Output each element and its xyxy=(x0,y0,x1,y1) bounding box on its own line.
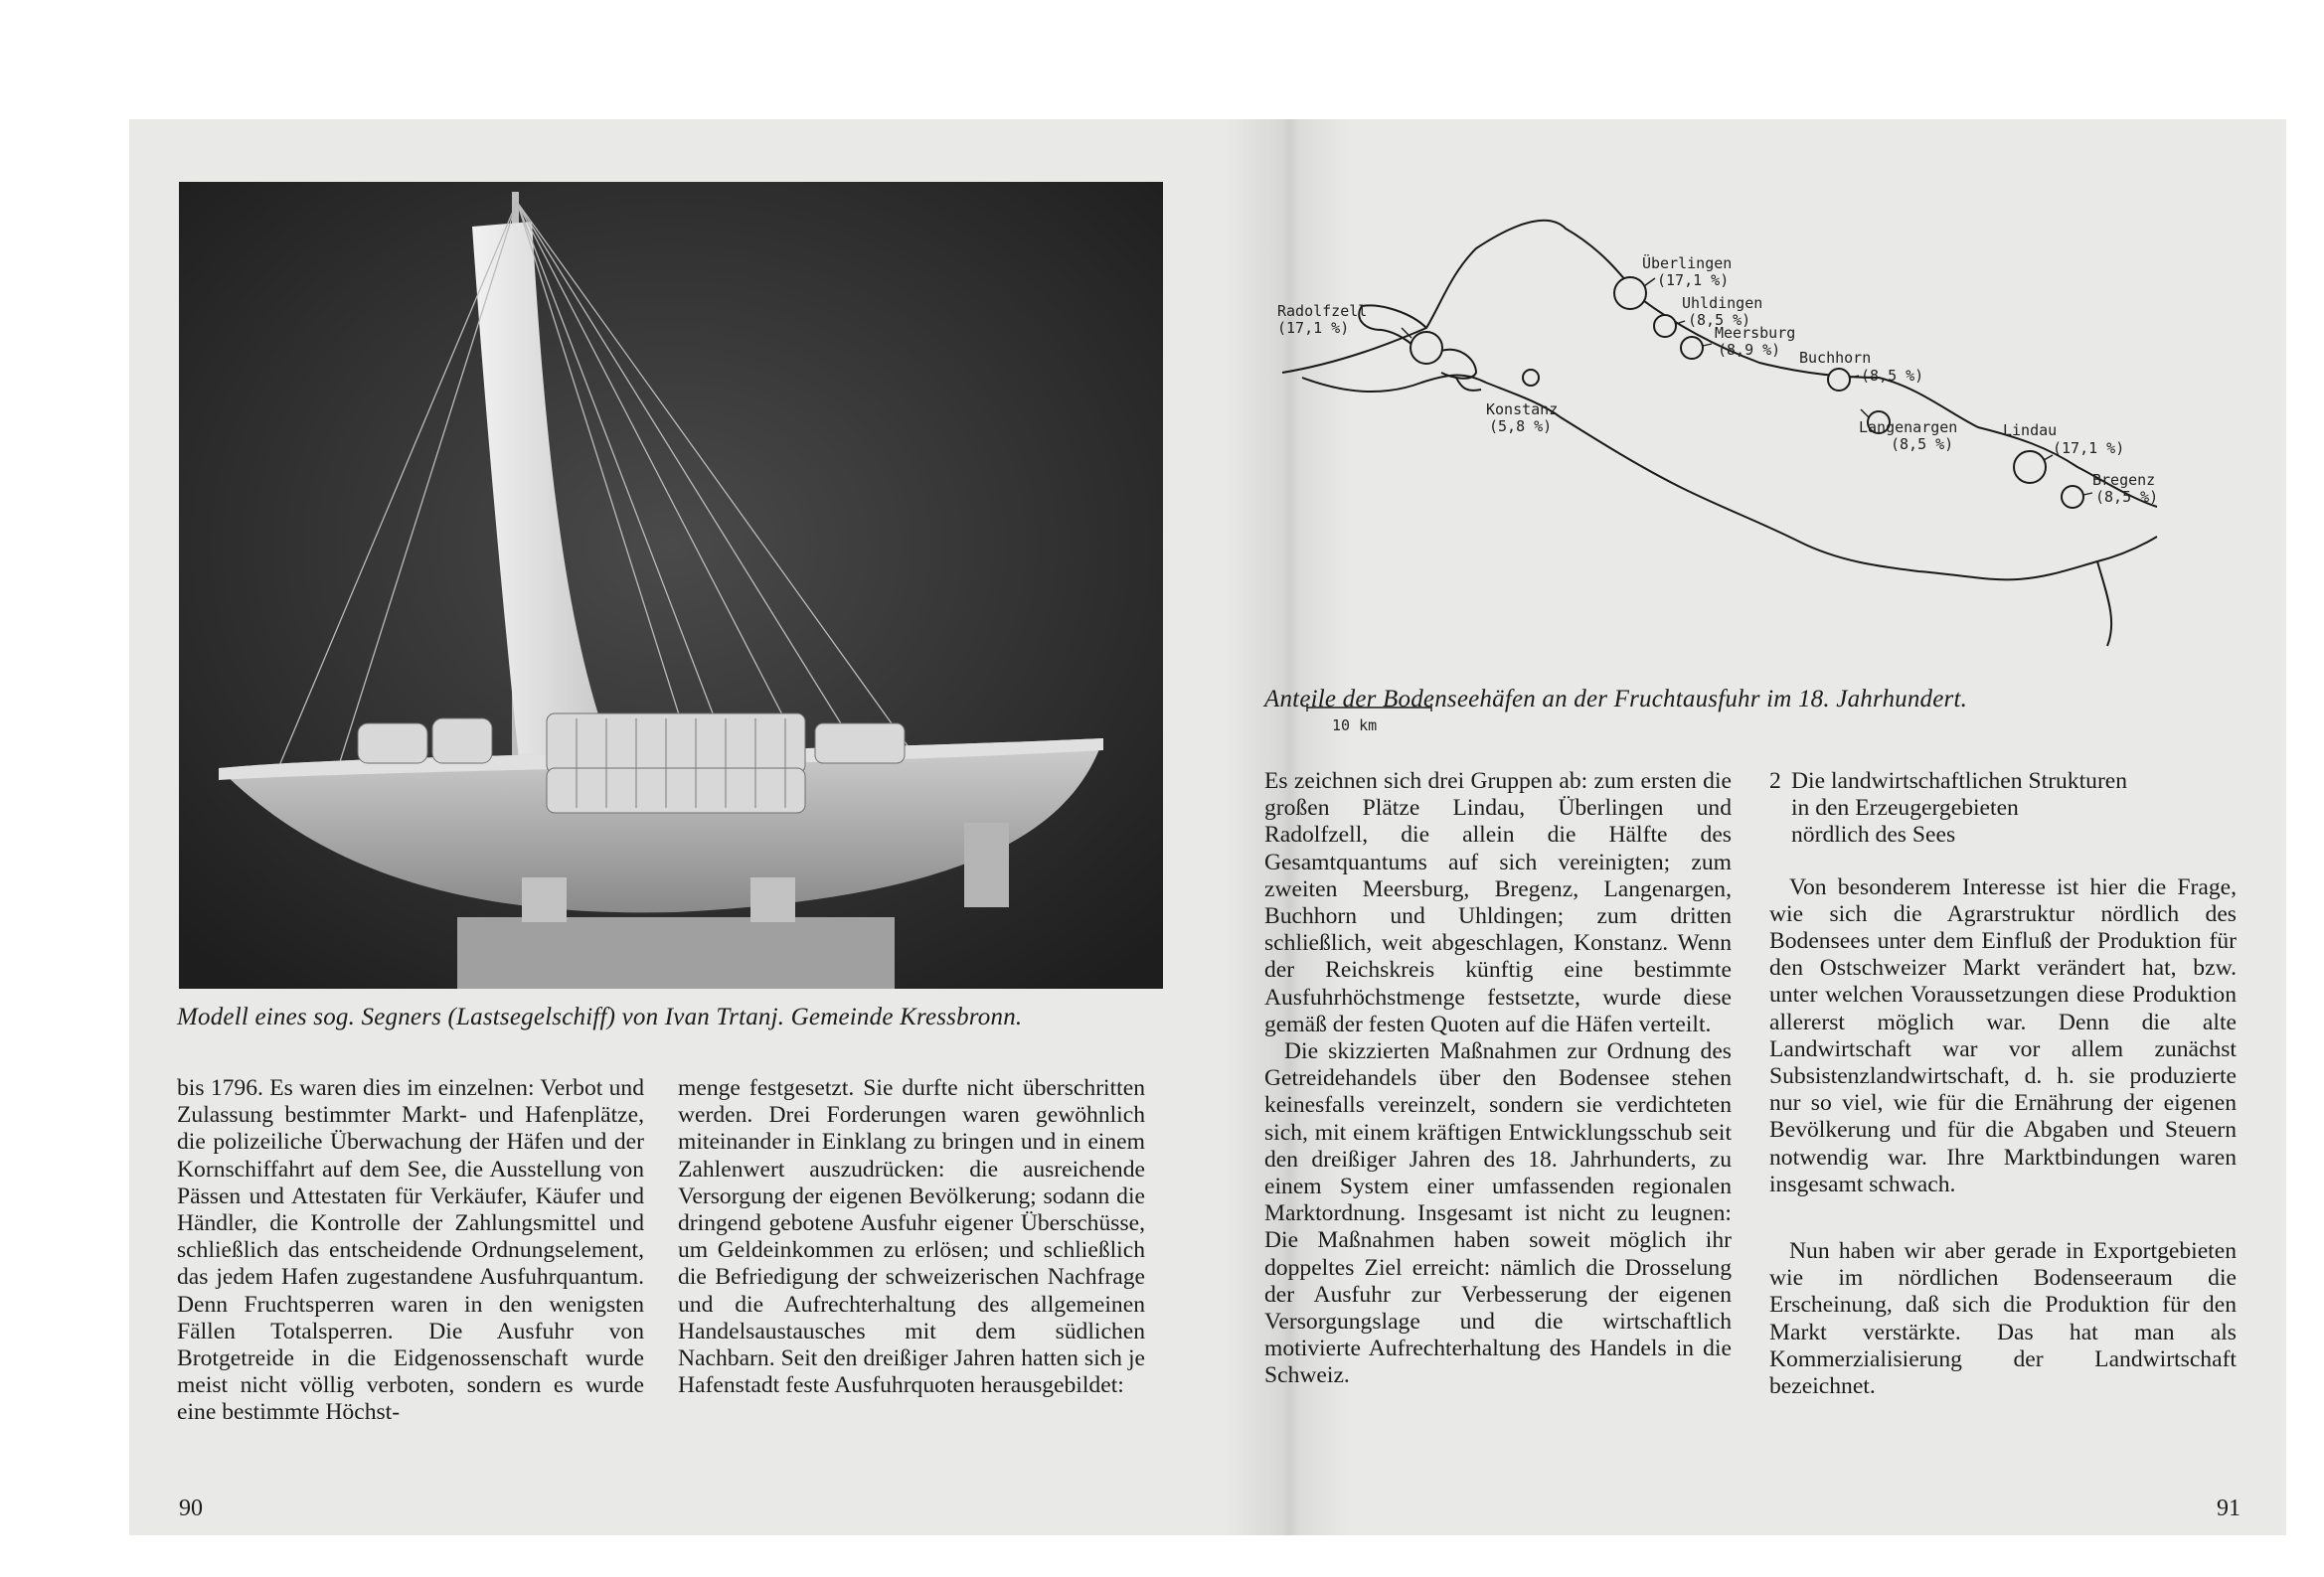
right-column-1-paragraph-1: Es zeichnen sich drei Gruppen ab: zum ersten die großen Plätze Lindau, Überlingen und Radolfzell, die allein die Hälfte des Gesamtquantums auf sich vereinigten; zum zweiten Meersburg, Bregenz, Langenargen, Buchhorn und Uhldingen; zum dritten schließlich, weit abgeschlagen, Konstanz. Wenn der Reichskreis künftig eine bestimmte Ausfuhrhöchstmenge festsetzte, wurde diese gemäß der festen Quoten auf die Häfen verteilt. xyxy=(1264,768,1732,1037)
right-column-1-paragraph-2: Die skizzierten Maßnahmen zur Ordnung des Getreidehandels über den Bodensee stehen keinesfalls vereinzelt, sondern sie verdichteten sich, mit einem kräftigen Entwicklungsschub seit den dreißiger Jahren des 18. Jahrhunderts, zu einem System einer umfassenden regionalen Marktordnung. Insgesamt ist nicht zu leugnen: Die Maßnahmen haben soweit möglich ihr doppeltes Ziel erreicht: nämlich die Drosselung der Ausfuhr zur Verbesserung der eigenen Versorgungslage und die wirtschaftlich motivierte Aufrechterhaltung des Handels in die Schweiz. xyxy=(1264,1038,1732,1389)
right-column-2-paragraph-1: Von besonderem Interesse ist hier die Frage, wie sich die Agrarstruktur nördlich des Bodensees unter dem Einfluß der Produktion für den Ostschweizer Markt verändert hat, bzw. unter welchen Voraussetzungen diese Produktion allererst möglich war. Denn die alte Landwirtschaft war vor allem zunächst Subsistenzlandwirtschaft, d. h. sie produzierte nur so viel, wie für die Ernährung der eigenen Bevölkerung und für die Abgaben und Steuern notwendig war. Ihre Marktbindungen waren insgesamt schwach. xyxy=(1769,873,2237,1197)
map-label-lindau-share: (17,1 %) xyxy=(2053,439,2125,457)
left-column-1-text: bis 1796. Es waren dies im einzelnen: Verbot und Zulassung bestimmter Markt- und Hafenplätze, die polizeiliche Überwachung der Häfen und der Kornschiffahrt auf dem See, die Ausstellung von Pässen und Attestaten für Verkäufer, Käufer und Händler, die Kontrolle der Zahlungsmittel und schließlich das entscheidende Ordnungselement, das jedem Hafen zugestandene Ausfuhrquantum. Denn Fruchtsperren waren in den wenigsten Fällen Totalsperren. Die Ausfuhr von Brotgetreide in die Eidgenossenschaft wurde meist nicht völlig verboten, sondern es wurde eine bestimmte Höchst- xyxy=(177,1075,644,1426)
right-column-2 xyxy=(1769,768,2237,1400)
right-column-2-paragraph-2: Nun haben wir aber gerade in Exportgebieten wie im nördlichen Bodenseeraum die Erscheinung, daß sich die Produktion für den Markt verstärkte. Das hat man als Kommerzialisierung der Landwirtschaft bezeichnet. xyxy=(1769,1238,2237,1400)
map-label-bregenz-share: (8,5 %) xyxy=(2095,488,2159,506)
map-caption: Anteile der Bodenseehäfen an der Fruchtausfuhr im 18. Jahrhundert. xyxy=(1264,686,1968,712)
section-heading-line-1: Die landwirtschaftlichen Strukturen xyxy=(1791,768,2128,794)
map-label-buchhorn-share: (8,5 %) xyxy=(1861,367,1924,385)
map-label-radolfzell-share: (17,1 %) xyxy=(1277,319,1350,337)
book-spread xyxy=(129,119,2286,1535)
left-column-2 xyxy=(678,1075,1145,1399)
map-label-konstanz-name: Konstanz xyxy=(1486,400,1559,418)
map-label-ueberlingen-share: (17,1 %) xyxy=(1657,271,1730,289)
map-scale-label: 10 km xyxy=(1332,716,1378,734)
map-label-langenargen-name: Langenargen xyxy=(1859,418,1958,436)
map-label-radolfzell-name: Radolfzell xyxy=(1277,302,1368,320)
map-label-uhldingen-share: (8,5 %) xyxy=(1688,311,1751,329)
ship-model-photo xyxy=(179,182,1163,989)
map-label-lindau-name: Lindau xyxy=(2003,421,2058,439)
map-label-buchhorn-name: Buchhorn xyxy=(1799,349,1872,367)
left-column-2-text: menge festgesetzt. Sie durfte nicht überschritten werden. Drei Forderungen waren gewöhnlich miteinander in Einklang zu bringen und in einem Zahlenwert auszudrücken: die ausreichende Versorgung der eigenen Bevölkerung; sodann die dringend gebotene Ausfuhr eigener Überschüsse, um Geldeinkommen zu erlösen; und schließlich die Befriedigung der schweizerischen Nachfrage und die Aufrechterhaltung des allgemeinen Handelsaustausches mit dem südlichen Nachbarn. Seit den dreißiger Jahren hatten sich je Hafenstadt feste Ausfuhrquoten herausgebildet: xyxy=(678,1075,1145,1399)
section-heading xyxy=(1769,768,2237,850)
right-column-1 xyxy=(1264,768,1732,1390)
map-label-meersburg-share: (8,9 %) xyxy=(1718,341,1781,359)
map-label-uhldingen-name: Uhldingen xyxy=(1682,294,1763,312)
section-heading-line-2: in den Erzeugergebieten xyxy=(1791,795,2019,822)
map-label-meersburg-name: Meersburg xyxy=(1715,324,1796,342)
map-label-konstanz-share: (5,8 %) xyxy=(1489,417,1553,435)
right-page-number: 91 xyxy=(2217,1496,2241,1521)
section-heading-line-3: nördlich des Sees xyxy=(1791,822,1956,849)
left-page-number: 90 xyxy=(179,1496,203,1521)
left-column-1 xyxy=(177,1075,644,1427)
map-label-langenargen-share: (8,5 %) xyxy=(1891,435,1954,453)
photo-caption: Modell eines sog. Segners (Lastsegelschiff) von Ivan Trtanj. Gemeinde Kressbronn. xyxy=(177,1004,1023,1030)
section-heading-number: 2 xyxy=(1769,768,1781,794)
map-label-ueberlingen-name: Überlingen xyxy=(1642,254,1733,272)
map-label-bregenz-name: Bregenz xyxy=(2092,471,2156,489)
